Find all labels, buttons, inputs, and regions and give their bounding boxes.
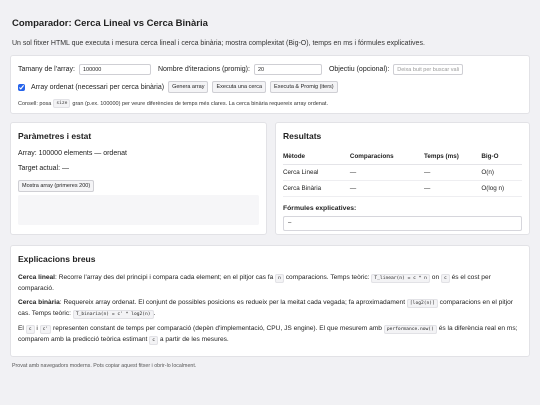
table-header <box>283 150 522 165</box>
col-bigo: Big-O <box>481 150 522 165</box>
show-array-button[interactable]: Mostra array (primeres 200) <box>18 180 94 192</box>
size-label: Tamany de l'array: <box>18 66 75 73</box>
explanations-heading: Explicacions breus <box>18 254 96 264</box>
controls-card <box>10 55 530 114</box>
iterations-input[interactable] <box>254 64 322 75</box>
size-input[interactable] <box>79 64 151 75</box>
footer-note: Provat amb navegadors moderns. Pots copiar aquest fitxer i obrir-lo localment. <box>12 363 197 369</box>
constants-explanation: El c i c' representen constant de temps per comparació (depèn d'implementació, CPU, JS engine). El que mesurem amb performance.now() és la diferència real en ms; comparem amb la predicció teòrica estimant c a partir de les mesures. <box>18 325 518 343</box>
table-row: Cerca Lineal — — O(n) <box>283 165 522 181</box>
target-input[interactable] <box>393 64 463 75</box>
tip-code: size <box>53 99 70 108</box>
sorted-label: Array ordenat (necessari per cerca binària) <box>31 83 165 91</box>
params-heading: Paràmetres i estat <box>18 131 92 141</box>
results-heading: Resultats <box>283 131 322 141</box>
sorted-checkbox[interactable] <box>18 84 25 91</box>
col-comparisons: Comparacions <box>350 150 424 165</box>
run-one-search-button[interactable]: Executa una cerca <box>212 81 266 93</box>
array-status: Array: 100000 elements — ordenat <box>18 150 127 157</box>
page-title: Comparador: Cerca Lineal vs Cerca Binària <box>12 18 208 29</box>
generate-array-button[interactable]: Genera array <box>168 81 208 93</box>
col-method: Mètode <box>283 150 350 165</box>
results-panel <box>275 122 530 235</box>
run-average-button[interactable]: Executa & Promig (iters) <box>270 81 338 93</box>
tip-text: Consell: posa size gran (p.ex. 100000) per veure diferències de temps més clares. La cerca binària requereix array ordenat. <box>18 100 328 107</box>
binary-explanation: Cerca binària: Requereix array ordenat. El conjunt de possibles posicions es redueix per la meitat cada vegada; fa aproximadament ⌈log2(n)⌉ comparacions en el pitjor cas. Temps teòric: T_binaria(n) = c' * log2(n) . <box>18 299 513 317</box>
actions-row <box>18 81 522 93</box>
formulas-heading: Fórmules explicatives: <box>283 205 357 212</box>
col-time: Temps (ms) <box>424 150 481 165</box>
table-row: Cerca Binària — — O(log n) <box>283 181 522 197</box>
array-preview <box>18 195 259 225</box>
linear-explanation: Cerca lineal: Recorre l'array des del principi i compara cada element; en el pitjor cas fa n comparacions. Temps teòric: T_linear(n) = c * n on c és el cost per comparació. <box>18 274 491 292</box>
iterations-label: Nombre d'iteracions (promig): <box>157 66 250 73</box>
target-label: Objectiu (opcional): <box>328 66 390 73</box>
formulas-box: – <box>283 216 522 231</box>
page-subtitle: Un sol fitxer HTML que executa i mesura cerca lineal i cerca binària; mostra complexitat (Big-O), temps en ms i fórmules explicatives. <box>12 40 425 47</box>
results-table <box>283 150 522 197</box>
main-grid <box>10 122 530 235</box>
target-status: Target actual: — <box>18 165 69 172</box>
controls-row <box>18 64 522 75</box>
explanations-card <box>10 245 530 357</box>
params-panel <box>10 122 267 235</box>
